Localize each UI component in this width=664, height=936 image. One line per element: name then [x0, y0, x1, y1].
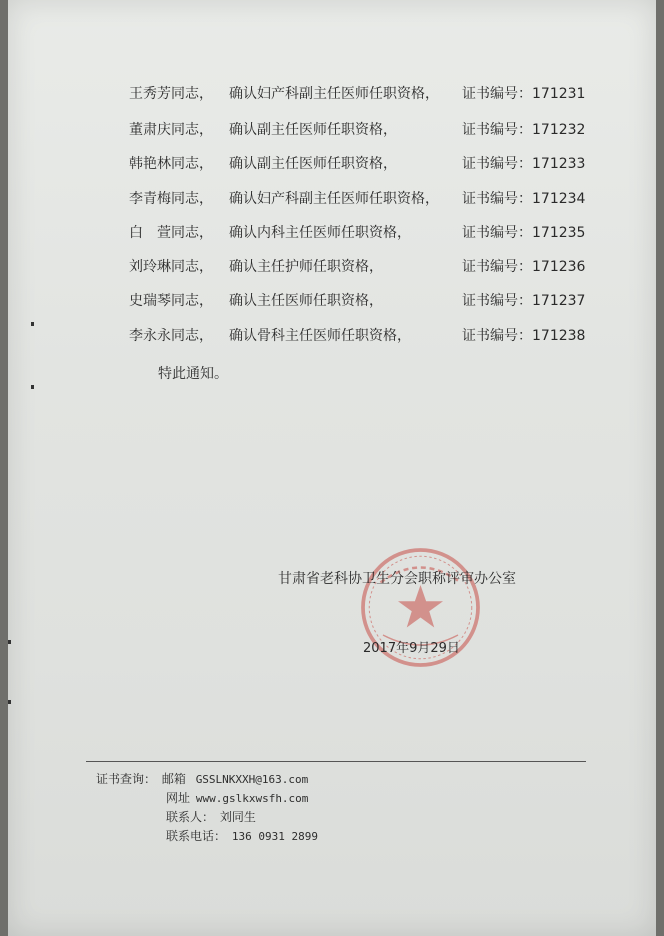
record-description: 确认副主任医师任职资格， — [229, 122, 397, 138]
record-name: 李青梅同志， — [129, 191, 213, 207]
punch-mark — [31, 385, 34, 389]
record-description: 确认副主任医师任职资格， — [229, 156, 397, 172]
phone-number: 136 0931 2899 — [231, 830, 318, 843]
record-certificate-number: 证书编号：171237 — [462, 293, 586, 309]
record-name: 董肃庆同志， — [129, 122, 213, 138]
record-name: 史瑞琴同志， — [129, 293, 213, 309]
email-address: GSSLNKXXH@163.com — [195, 773, 309, 786]
footer-line-contact — [166, 808, 256, 826]
phone-label: 联系电话： — [166, 829, 227, 843]
record-certificate-number: 证书编号：171233 — [462, 156, 586, 172]
record-name: 韩艳林同志， — [129, 156, 213, 172]
punch-mark — [8, 700, 11, 704]
record-description: 确认妇产科副主任医师任职资格， — [229, 86, 439, 102]
issue-date: 2017年9月29日 — [363, 641, 460, 656]
record-certificate-number: 证书编号：171235 — [462, 225, 586, 241]
footer-line-phone — [166, 827, 318, 846]
record-certificate-number: 证书编号：171238 — [462, 328, 586, 344]
footer-line-email — [96, 770, 308, 789]
footer-divider — [86, 761, 586, 762]
contact-label: 联系人： — [166, 810, 215, 824]
record-description: 确认骨科主任医师任职资格， — [229, 328, 411, 344]
punch-mark — [31, 322, 34, 326]
issuing-office: 甘肃省老科协卫生分会职称评审办公室 — [278, 571, 516, 587]
record-certificate-number: 证书编号：171232 — [462, 122, 586, 138]
record-description: 确认主任医师任职资格， — [229, 293, 383, 309]
closing-statement: 特此通知。 — [158, 366, 228, 382]
record-name: 白 萱同志， — [129, 225, 213, 241]
document-page — [8, 0, 656, 936]
record-name: 王秀芳同志， — [129, 86, 213, 102]
contact-name: 刘同生 — [219, 810, 256, 824]
record-certificate-number: 证书编号：171236 — [462, 259, 586, 275]
website-url: www.gslkxwsfh.com — [195, 792, 309, 805]
footer-query-label: 证书查询： — [96, 772, 157, 786]
record-name: 刘玲琳同志， — [129, 259, 213, 275]
punch-mark — [8, 640, 11, 644]
record-description: 确认妇产科副主任医师任职资格， — [229, 191, 439, 207]
email-label: 邮箱 — [161, 772, 186, 786]
record-certificate-number: 证书编号：171234 — [462, 191, 586, 207]
footer-line-website — [166, 789, 308, 808]
record-description: 确认内科主任医师任职资格， — [229, 225, 411, 241]
record-certificate-number: 证书编号：171231 — [462, 86, 586, 102]
website-label: 网址 — [166, 791, 191, 805]
record-name: 李永永同志， — [129, 328, 213, 344]
record-description: 确认主任护师任职资格， — [229, 259, 383, 275]
